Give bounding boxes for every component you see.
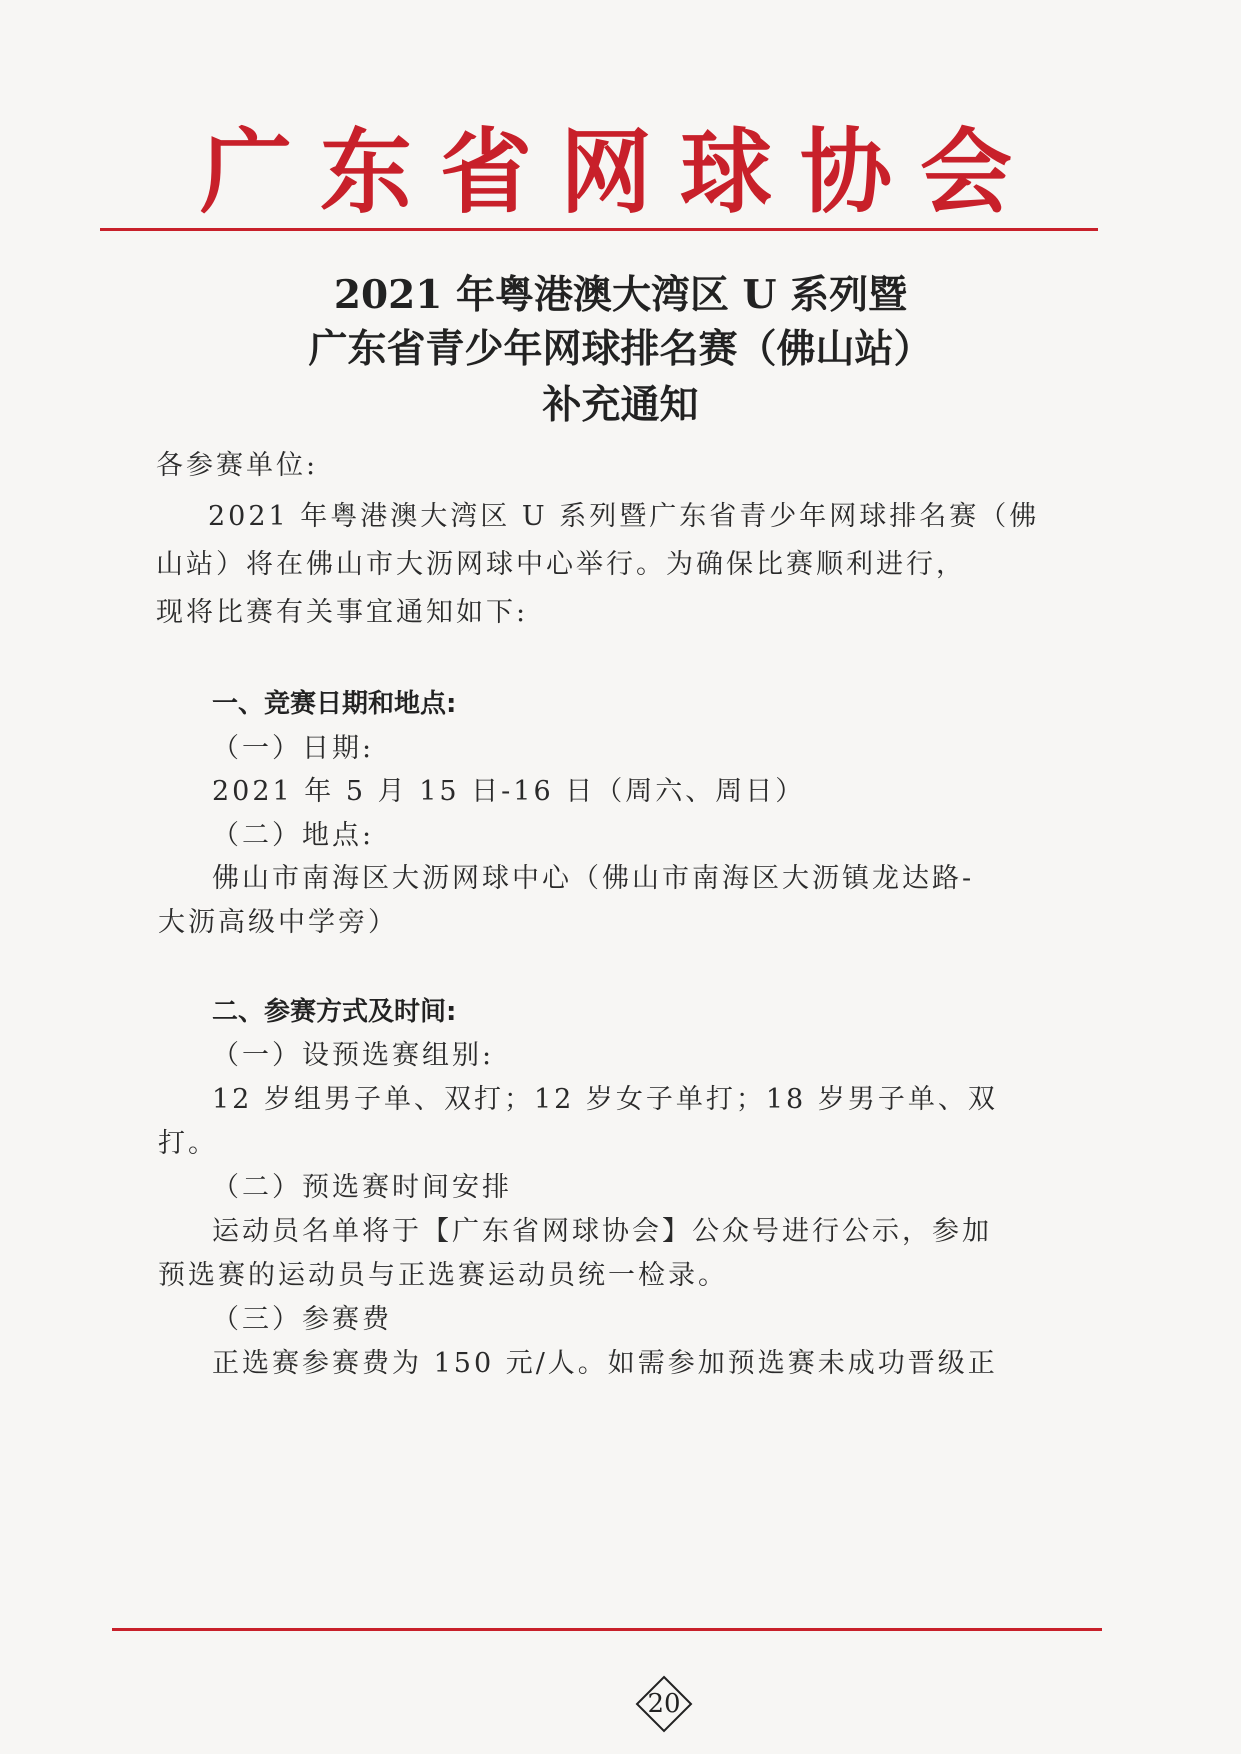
section-2-sub-2: （二）预选赛时间安排 (212, 1172, 512, 1203)
section-2-schedule-line-1: 运动员名单将于【广东省网球协会】公众号进行公示，参加 (212, 1216, 992, 1247)
footer-divider (112, 1628, 1102, 1631)
section-1-heading: 一、竞赛日期和地点: (212, 689, 457, 719)
section-2-sub-3: （三）参赛费 (212, 1304, 392, 1335)
title-line-2: 广东省青少年网球排名赛（佛山站） (308, 326, 933, 372)
intro-line-1: 2021 年粤港澳大湾区 U 系列暨广东省青少年网球排名赛（佛 (208, 501, 1040, 532)
section-1-sub-1: （一）日期: (212, 733, 375, 764)
title-line-3: 补充通知 (542, 382, 699, 428)
page-number: 20 (647, 1689, 681, 1719)
section-2-sub-1: （一）设预选赛组别: (212, 1040, 495, 1071)
intro-line-2: 山站）将在佛山市大沥网球中心举行。为确保比赛顺利进行， (156, 549, 966, 580)
section-1-address-line-2: 大沥高级中学旁） (158, 907, 398, 938)
section-1-date: 2021 年 5 月 15 日-16 日（周六、周日） (212, 776, 806, 807)
org-letterhead: 广东省网球协会 (200, 119, 1041, 226)
section-1-sub-2: （二）地点: (212, 820, 375, 851)
page-number-badge (634, 1674, 694, 1734)
salutation: 各参赛单位: (156, 450, 319, 481)
title-line-1: 2021 年粤港澳大湾区 U 系列暨 (333, 272, 908, 318)
intro-line-3: 现将比赛有关事宜通知如下: (156, 597, 529, 628)
section-2-groups-line-1: 12 岁组男子单、双打；12 岁女子单打；18 岁男子单、双 (212, 1084, 998, 1115)
letterhead-divider (100, 228, 1098, 231)
section-2-heading: 二、参赛方式及时间: (212, 997, 457, 1027)
section-2-groups-line-2: 打。 (158, 1128, 218, 1159)
section-1-address-line-1: 佛山市南海区大沥网球中心（佛山市南海区大沥镇龙达路- (212, 863, 975, 894)
section-2-fee-line-1: 正选赛参赛费为 150 元/人。如需参加预选赛未成功晋级正 (212, 1348, 998, 1379)
section-2-schedule-line-2: 预选赛的运动员与正选赛运动员统一检录。 (158, 1260, 728, 1291)
